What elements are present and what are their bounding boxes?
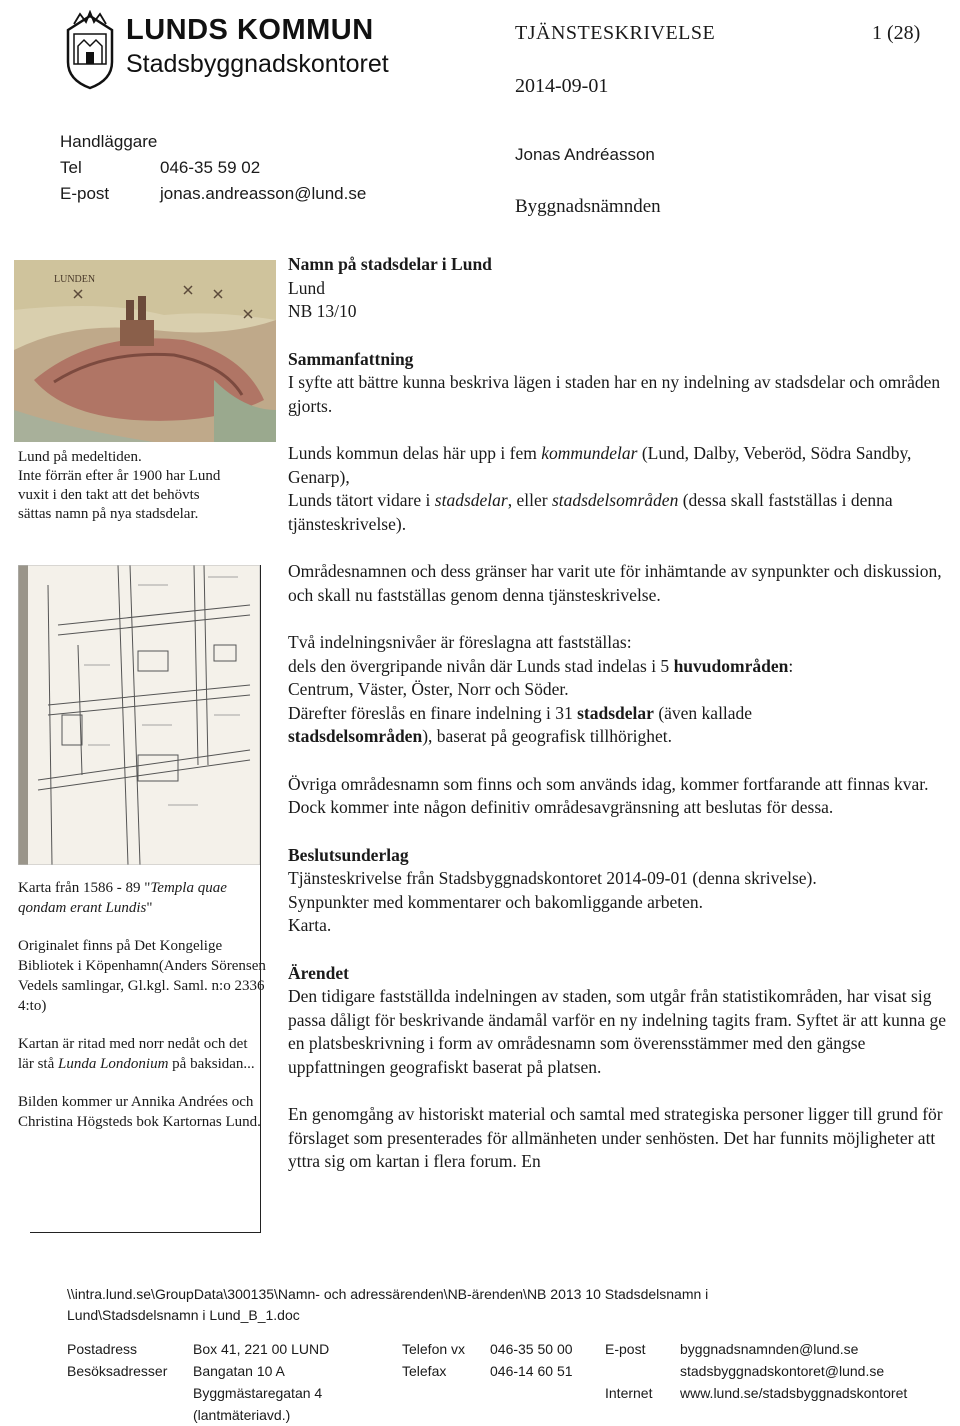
text: Lunds tätort vidare i [288, 490, 435, 510]
map-caption-title [18, 878, 266, 918]
text: Två indelningsnivåer är föreslagna att fastställas: [288, 632, 632, 652]
caption-text: " [146, 900, 153, 916]
file-path-line: Lund\Stadsdelsnamn i Lund_B_1.doc [67, 1307, 300, 1323]
document-date: 2014-09-01 [515, 75, 609, 97]
caption-text: Karta från 1586 - 89 " [18, 880, 151, 896]
telefax: 046-14 60 51 [490, 1363, 573, 1379]
subtitle: Lund [288, 277, 325, 298]
summary-paragraph: I syfte att bättre kunna beskriva lägen i staden har en ny indelning av stadsdelar och områden gjorts. [288, 372, 941, 416]
medieval-lund-caption [18, 448, 278, 524]
text: (Lund, Dalby, Veberöd, Södra Sandby, Genarp), [288, 443, 912, 487]
caption1-line: sättas namn på nya stadsdelar. [18, 506, 199, 522]
caption-text: Kartan är ritad med norr nedåt och det lär stå [18, 1036, 248, 1072]
telefax-label: Telefax [402, 1363, 447, 1379]
arendet-paragraph: Den tidigare fastställda indelningen av staden, som utgår från statistikområden, har visat sig passa dåligt för beskrivande ändamål varför en ny indelning tagits fram. Syftet är att kunna ge en platsbeskrivning i form av områdesnamn som överensstämmer med den gängse uppfattningen geografiskt baserat på platsen. [288, 986, 946, 1077]
officer-block [515, 129, 661, 233]
map-caption-source: Bilden kommer ur Annika Andrées och Christina Högsteds bok Kartornas Lund. [18, 1094, 261, 1130]
old-map-caption [18, 878, 266, 1150]
caption-box-border [30, 1232, 261, 1233]
caption-italic: Lunda Londonium [57, 1056, 169, 1072]
old-map-1586-image [18, 565, 260, 865]
indelning-paragraph [288, 631, 953, 749]
beslut-item: Synpunkter med kommentarer och bakomliggande arbeten. [288, 891, 704, 912]
besok-label: Besöksadresser [67, 1363, 168, 1379]
dept-name: Stadsbyggnadskontoret [126, 50, 389, 78]
besok-address: (lantmäteriavd.) [193, 1407, 291, 1423]
bold-term: huvudområden [673, 655, 789, 676]
map-caption-origin: Originalet finns på Det Kongelige Bibliotek i Köpenhamn(Anders Sörensen Vedels samlingar, Gl.kgl. Saml. n:o 2336 4:to) [18, 938, 266, 1014]
text: ), baserat på geografisk tillhörighet. [422, 726, 672, 746]
text: Centrum, Väster, Öster, Norr och Söder. [288, 679, 569, 699]
footer-web-labels [605, 1338, 652, 1404]
case-number: NB 13/10 [288, 301, 357, 321]
map1-label: LUNDEN [54, 274, 96, 285]
beslutsunderlag-heading: Beslutsunderlag [288, 844, 409, 865]
caption1-line: vuxit i den takt att det behövts [18, 487, 200, 503]
telvx-label: Telefon vx [402, 1341, 466, 1357]
besok-address: Byggmästaregatan 4 [193, 1385, 323, 1401]
internet-link[interactable]: www.lund.se/stadsbyggnadskontoret [680, 1385, 908, 1401]
map-caption-orientation [18, 1034, 266, 1074]
sammanfattning-heading: Sammanfattning [288, 348, 414, 369]
caption1-line: Lund på medeltiden. [18, 449, 142, 465]
file-path-line: \\intra.lund.se\GroupData\300135\Namn- och adressärenden\NB-ärenden\NB 2013 10 Stadsdelsnamn i [67, 1286, 709, 1302]
epost-label: E-post [605, 1341, 646, 1357]
caption1-line: Inte förrän efter år 1900 har Lund [18, 468, 221, 484]
main-content [288, 253, 953, 1174]
caption-text: på baksidan... [168, 1056, 255, 1072]
footer-phones [490, 1338, 573, 1382]
besok-address: Bangatan 10 A [193, 1363, 285, 1379]
text: Lunds kommun delas här upp i fem [288, 443, 542, 463]
beslut-item: Karta. [288, 915, 332, 935]
bold-term: stadsdelar [577, 702, 654, 723]
postadress-label: Postadress [67, 1341, 138, 1357]
text: dels den övergripande nivån där Lunds stad indelas i 5 [288, 655, 674, 676]
contact-block [60, 129, 366, 207]
document-type: TJÄNSTESKRIVELSE [515, 22, 716, 44]
ovriga-paragraph: Övriga områdesnamn som finns och som används idag, kommer fortfarande att finnas kvar. Dock kommer inte någon definitiv områdesavgränsning att beslutas för dessa. [288, 773, 929, 817]
text: Därefter föreslås en finare indelning i 31 [288, 702, 578, 723]
text: : [788, 655, 794, 676]
board-name: Byggnadsnämnden [515, 196, 661, 217]
beslut-item: Tjänsteskrivelse från Stadsbyggnadskontoret 2014-09-01 (denna skrivelse). [288, 868, 817, 888]
coat-of-arms-icon [60, 10, 120, 90]
page-number: 1 (28) [872, 22, 921, 44]
italic-term: stadsdelsområden [551, 490, 679, 510]
epost-link[interactable]: stadsbyggnadskontoret@lund.se [680, 1363, 885, 1379]
bold-term: stadsdelsområden [288, 726, 423, 746]
footer-labels [67, 1338, 167, 1382]
medieval-lund-image [14, 260, 276, 442]
telvx: 046-35 50 00 [490, 1341, 573, 1357]
genomgang-paragraph: En genomgång av historiskt material och samtal med strategiska personer ligger till grund för förslaget som presenterades för allmänheten under senhösten. Det har funnits möjligheter att yttra sig om kartan i flera forum. En [288, 1104, 943, 1171]
officer-name: Jonas Andréasson [515, 145, 655, 164]
epost-value[interactable]: jonas.andreasson@lund.se [160, 184, 367, 203]
text: (dessa skall fastställas i denna tjänsteskrivelse). [288, 490, 893, 534]
omradesnamn-paragraph: Områdesnamnen och dess gränser har varit ute för inhämtande av synpunkter och diskussion, och skall nu fastställas genom denna tjänsteskrivelse. [288, 561, 942, 605]
text: , eller [507, 490, 552, 510]
footer-addresses [193, 1338, 329, 1426]
internet-label: Internet [605, 1385, 653, 1401]
footer-phone-labels [402, 1338, 465, 1382]
epost-link[interactable]: byggnadsnamnden@lund.se [680, 1341, 859, 1357]
file-path [67, 1284, 907, 1326]
postadress: Box 41, 221 00 LUND [193, 1341, 330, 1357]
epost-label: E-post [60, 184, 110, 203]
kommundelar-paragraph [288, 442, 953, 536]
tel-value: 046-35 59 02 [160, 158, 261, 177]
page-title: Namn på stadsdelar i Lund [288, 254, 492, 274]
caption-box-border [260, 565, 261, 1233]
caption-italic: Templa quae qondam erant Lundis [18, 880, 227, 916]
text: (även kallade [653, 702, 753, 723]
handlaggare-label: Handläggare [60, 132, 158, 151]
italic-term: stadsdelar [434, 490, 508, 510]
footer-web [680, 1338, 907, 1404]
org-name: LUNDS KOMMUN [126, 14, 374, 46]
arendet-heading: Ärendet [288, 962, 349, 983]
tel-label: Tel [60, 158, 82, 177]
italic-term: kommundelar [541, 443, 638, 463]
